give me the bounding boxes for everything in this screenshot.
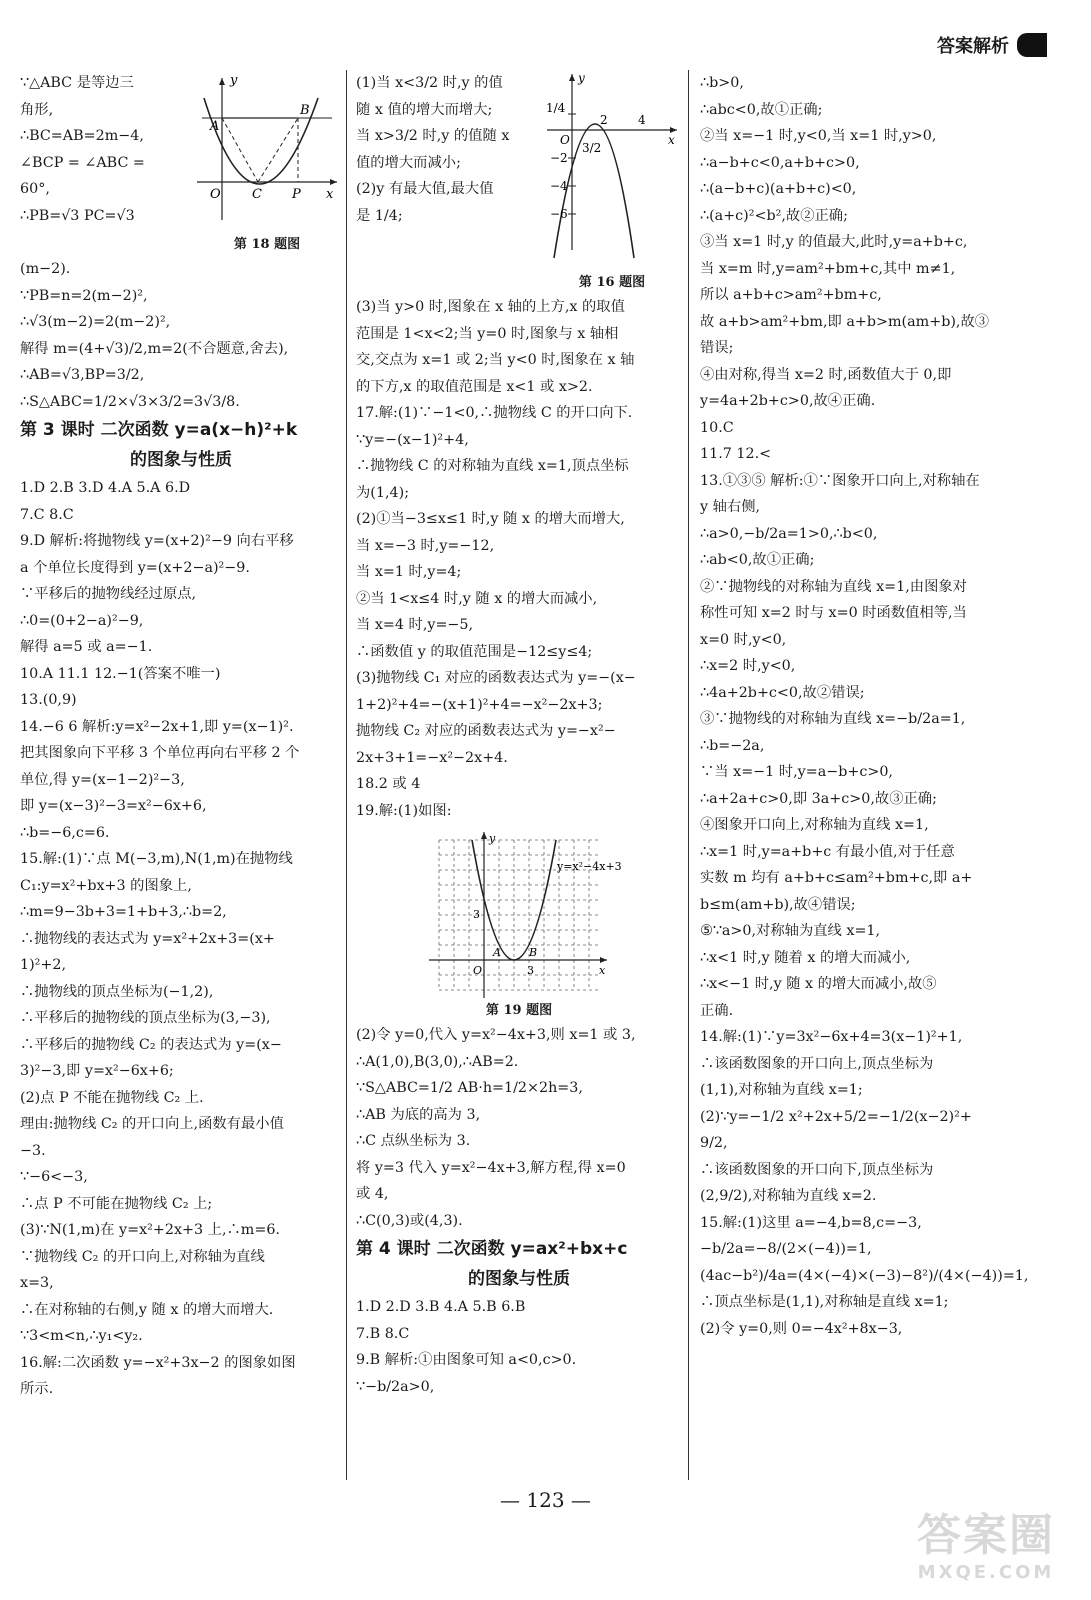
answer-line: ∴平移后的抛物线的顶点坐标为(3,−3), [20, 1010, 271, 1026]
answer-line: ∴函数值 y 的取值范围是−12≤y≤4; [356, 643, 593, 660]
column-divider-1 [346, 70, 347, 1480]
answer-line: ∴0=(0+2−a)²−9, [20, 612, 144, 629]
q18-text [20, 70, 192, 256]
answer-line: 当 x=4 时,y=−5, [356, 617, 474, 633]
answer-column-2 [356, 70, 682, 1480]
fig19-label-b: B [529, 946, 538, 959]
answer-line: 抛物线 C₂ 对应的函数表达式为 y=−x²− [356, 723, 616, 739]
answer-line: 18.2 或 4 [356, 776, 421, 792]
answer-line: ∴AB 为底的高为 3, [356, 1106, 481, 1123]
answer-line: ∴BC=AB=2m−4, [20, 128, 144, 144]
answer-line: ∴该函数图象的开口向下,顶点坐标为 [700, 1161, 934, 1178]
answer-line: (1,1),对称轴为直线 x=1; [700, 1082, 863, 1098]
answer-line: ∴a>0,−b/2a=1>0,∴b<0, [700, 525, 878, 542]
answer-line: ∴在对称轴的右侧,y 随 x 的增大而增大. [20, 1301, 274, 1318]
fig19-label-3y: 3 [473, 908, 480, 921]
answer-line: ③∵抛物线的对称轴为直线 x=−b/2a=1, [700, 711, 966, 727]
answer-line: 14.解:(1)∵y=3x²−6x+4=3(x−1)²+1, [700, 1029, 963, 1045]
fig19-curve-label: y=x²−4x+3 [557, 860, 622, 873]
answer-line: (3)∵N(1,m)在 y=x²+2x+3 上,∴m=6. [20, 1222, 280, 1238]
fig18-label-y: y [230, 73, 238, 88]
answer-line: (3)当 y>0 时,图象在 x 轴的上方,x 的取值 [356, 299, 625, 315]
answer-line: (2)y 有最大值,最大值 [356, 181, 494, 197]
answer-line: ∠BCP = ∠ABC = [20, 154, 145, 171]
answer-line: 7.C 8.C [20, 506, 74, 523]
answer-line: 的下方,x 的取值范围是 x<1 或 x>2. [356, 378, 593, 395]
answer-line: 1)²+2, [20, 957, 67, 973]
answer-line: 所以 a+b+c>am²+bm+c, [700, 287, 882, 303]
answer-line: 随 x 值的增大而增大; [356, 101, 493, 118]
answer-line: ∴b=−2a, [700, 737, 765, 754]
section-header-tab [937, 32, 1047, 58]
page-number: — 123 — [500, 1488, 591, 1512]
answer-line: ∴C(0,3)或(4,3). [356, 1212, 463, 1229]
fig19-label-3x: 3 [527, 964, 534, 977]
answer-line: 15.解:(1)这里 a=−4,b=8,c=−3, [700, 1214, 922, 1231]
answer-line: ∵S△ABC=1/2 AB·h=1/2×2h=3, [356, 1080, 583, 1096]
fig18-label-a: A [210, 119, 220, 134]
q16-block [356, 70, 682, 294]
fig16-label-4: 4 [638, 113, 646, 127]
lesson-4-title-line1: 第 4 课时 二次函数 y=ax²+bx+c [356, 1239, 628, 1259]
answer-line: ∴x=1 时,y=a+b+c 有最小值,对于任意 [700, 843, 955, 860]
answer-line: 1+2)²+4=−(x+1)²+4=−x²−2x+3; [356, 696, 603, 713]
answer-line: ∴A(1,0),B(3,0),∴AB=2. [356, 1053, 519, 1070]
q16-text [356, 70, 542, 294]
answer-line: x=0 时,y<0, [700, 631, 787, 648]
answer-line: ④由对称,得当 x=2 时,函数值大于 0,即 [700, 366, 952, 383]
answer-line: 19.解:(1)如图: [356, 802, 452, 819]
answer-line: 3)²−3,即 y=x²−6x+6; [20, 1063, 174, 1079]
answer-line: ②当 x=−1 时,y<0,当 x=1 时,y>0, [700, 128, 937, 144]
answer-line: ②∵抛物线的对称轴为直线 x=1,由图象对 [700, 578, 967, 595]
fig16-label-2: 2 [600, 113, 608, 127]
answer-line: y=4a+2b+c>0,故④正确. [700, 393, 876, 409]
answer-line: 当 x=m 时,y=am²+bm+c,其中 m≠1, [700, 260, 956, 277]
answer-line: 理由:抛物线 C₂ 的开口向上,函数有最小值 [20, 1116, 284, 1132]
answer-line: ⑤∵a>0,对称轴为直线 x=1, [700, 923, 881, 939]
answer-line: 单位,得 y=(x−1−2)²−3, [20, 771, 185, 788]
lesson-3-title-line1: 第 3 课时 二次函数 y=a(x−h)²+k [20, 420, 298, 440]
answer-line: (2)令 y=0,则 0=−4x²+8x−3, [700, 1320, 903, 1337]
answer-line: 角形, [20, 101, 54, 118]
answer-line: 1.D 2.B 3.D 4.A 5.A 6.D [20, 480, 191, 496]
answer-line: 为(1,4); [356, 484, 410, 501]
answer-line: 17.解:(1)∵−1<0,∴抛物线 C 的开口向下. [356, 405, 633, 421]
fig19-label-x: x [599, 964, 606, 977]
q18-block [20, 70, 342, 256]
lesson-4-answers-continued [700, 70, 1028, 1342]
answer-line: 16.解:二次函数 y=−x²+3x−2 的图象如图 [20, 1354, 296, 1371]
answer-line: (2)∵y=−1/2 x²+2x+5/2=−1/2(x−2)²+ [700, 1108, 972, 1125]
fig18-label-x: x [326, 187, 334, 202]
answer-line: (2)点 P 不能在抛物线 C₂ 上. [20, 1089, 204, 1106]
figure-18-graph [192, 70, 342, 230]
answer-line: −b/2a=−8/(2×(−4))=1, [700, 1241, 872, 1257]
answer-line: (4ac−b²)/4a=(4×(−4)×(−3)−8²)/(4×(−4))=1, [700, 1267, 1029, 1284]
fig16-label-neg6: −6 [550, 207, 568, 221]
answer-line: 13.①③⑤ 解析:①∵图象开口向上,对称轴在 [700, 472, 980, 489]
answer-line: ∴AB=√3,BP=3/2, [20, 367, 145, 383]
figure-18-caption: 第 18 题图 [233, 237, 301, 252]
answer-line: 9.B 解析:①由图象可知 a<0,c>0. [356, 1352, 577, 1368]
answer-line: ∵抛物线 C₂ 的开口向上,对称轴为直线 [20, 1248, 265, 1265]
answer-line: b≤m(am+b),故④错误; [700, 896, 856, 913]
answer-line: ∵平移后的抛物线经过原点, [20, 586, 197, 602]
fig18-label-b: B [300, 103, 310, 118]
answer-line: 13.(0,9) [20, 692, 77, 708]
answer-line: ∴顶点坐标是(1,1),对称轴是直线 x=1; [700, 1294, 949, 1310]
answer-line: ∵PB=n=2(m−2)², [20, 287, 148, 304]
watermark-logo [911, 1510, 1061, 1590]
fig19-label-y: y [489, 832, 496, 845]
watermark-text-small: MXQE.COM [917, 1562, 1055, 1583]
fig18-label-p: P [292, 187, 301, 202]
answer-line: ∴平移后的抛物线 C₂ 的表达式为 y=(x− [20, 1036, 282, 1053]
fig19-label-o: O [473, 964, 483, 977]
column-divider-2 [688, 70, 689, 1480]
answer-line: ∵−6<−3, [20, 1169, 88, 1185]
answer-line: ∴a+2a+c>0,即 3a+c>0,故③正确; [700, 790, 937, 807]
answer-line: ∴该函数图象的开口向上,顶点坐标为 [700, 1055, 934, 1072]
answer-line: ②当 1<x≤4 时,y 随 x 的增大而减小, [356, 590, 598, 607]
watermark-text-large: 答案圈 [917, 1510, 1055, 1561]
fig19-label-a: A [493, 946, 501, 959]
fig18-label-c: C [252, 187, 262, 202]
answer-line: ∴抛物线的顶点坐标为(−1,2), [20, 983, 214, 1000]
answer-line: ∴(a−b+c)(a+b+c)<0, [700, 181, 857, 197]
answer-line: 14.−6 6 解析:y=x²−2x+1,即 y=(x−1)². [20, 718, 294, 735]
answer-line: 1.D 2.D 3.B 4.A 5.B 6.B [356, 1299, 526, 1315]
fig18-label-o: O [210, 187, 221, 202]
answer-line: −3. [20, 1142, 46, 1159]
answer-line: 称性可知 x=2 时与 x=0 时函数值相等,当 [700, 605, 967, 621]
answer-line: 当 x=1 时,y=4; [356, 564, 462, 580]
answer-line: ∴x<−1 时,y 随 x 的增大而减小,故⑤ [700, 976, 937, 992]
answer-line: ∵△ABC 是等边三 [20, 75, 134, 91]
answer-line: 实数 m 均有 a+b+c≤am²+bm+c,即 a+ [700, 870, 973, 886]
fig16-label-quarter: 1/4 [546, 101, 566, 115]
answer-line: 错误; [700, 340, 734, 356]
answer-line: ④图象开口向上,对称轴为直线 x=1, [700, 817, 929, 833]
answer-line: (1)当 x<3/2 时,y 的值 [356, 75, 503, 91]
answer-line: 10.C [700, 419, 734, 436]
answer-line: ③当 x=1 时,y 的值最大,此时,y=a+b+c, [700, 234, 968, 250]
answer-line: 9.D 解析:将抛物线 y=(x+2)²−9 向右平移 [20, 533, 294, 549]
answer-line: ∴b=−6,c=6. [20, 824, 110, 841]
answer-line: 正确. [700, 1002, 734, 1019]
figure-16 [542, 70, 682, 294]
answer-line: y 轴右侧, [700, 499, 761, 515]
answer-line: ∴点 P 不可能在抛物线 C₂ 上; [20, 1195, 213, 1212]
answer-line: 9/2, [700, 1135, 728, 1151]
lesson-4-title-line2: 的图象与性质 [468, 1269, 570, 1289]
lesson-3-answers [20, 475, 342, 1403]
fig16-label-o: O [560, 133, 570, 147]
fig16-label-y: y [578, 71, 585, 85]
answer-line: 交,交点为 x=1 或 2;当 y<0 时,图象在 x 轴 [356, 352, 635, 368]
fig16-label-neg4: −4 [550, 179, 568, 193]
answer-line: 即 y=(x−3)²−3=x²−6x+6, [20, 798, 207, 814]
answer-line: (m−2). [20, 261, 71, 277]
answer-line: 值的增大而减小; [356, 154, 461, 171]
answer-line: (2,9/2),对称轴为直线 x=2. [700, 1188, 877, 1204]
answer-line: ∴x<1 时,y 随着 x 的增大而减小, [700, 949, 911, 966]
answer-line: 所示. [20, 1381, 54, 1397]
answer-line: C₁:y=x²+bx+3 的图象上, [20, 877, 192, 894]
answer-line: ∴抛物线 C 的对称轴为直线 x=1,顶点坐标 [356, 458, 629, 474]
answer-line: ∴b>0, [700, 75, 744, 91]
answer-line: 当 x=−3 时,y=−12, [356, 537, 495, 554]
figure-18 [192, 70, 342, 256]
answer-line: ∵y=−(x−1)²+4, [356, 431, 469, 448]
answer-line: ∴a−b+c<0,a+b+c>0, [700, 154, 860, 171]
answer-line: ∴抛物线的表达式为 y=x²+2x+3=(x+ [20, 930, 275, 947]
answer-line: 15.解:(1)∵点 M(−3,m),N(1,m)在抛物线 [20, 851, 293, 867]
answer-line: a 个单位长度得到 y=(x+2−a)²−9. [20, 559, 250, 576]
answer-line: ∴4a+2b+c<0,故②错误; [700, 684, 865, 701]
answer-line: 范围是 1<x<2;当 y=0 时,图象与 x 轴相 [356, 325, 619, 342]
answer-line: ∴(a+c)²<b²,故②正确; [700, 207, 848, 224]
answer-line: 故 a+b>am²+bm,即 a+b>m(am+b),故③ [700, 313, 990, 330]
figure-19-caption: 第 19 题图 [485, 1003, 553, 1018]
figure-16-graph [542, 70, 682, 268]
header-tab-marker [1017, 33, 1047, 57]
answer-line: 60°, [20, 181, 50, 197]
answer-line: 7.B 8.C [356, 1325, 410, 1342]
fig16-label-threehalf: 3/2 [582, 141, 602, 155]
answer-line: 10.A 11.1 12.−1(答案不唯一) [20, 665, 221, 682]
answer-line: 把其图象向下平移 3 个单位再向右平移 2 个 [20, 745, 300, 761]
answer-line: ∵−b/2a>0, [356, 1378, 435, 1395]
figure-19 [356, 830, 682, 1022]
figure-19-graph [429, 830, 622, 1000]
answer-line: ∴C 点纵坐标为 3. [356, 1133, 471, 1149]
answer-line: (2)①当−3≤x≤1 时,y 随 x 的增大而增大, [356, 511, 625, 527]
q16-q19-answers [356, 294, 682, 824]
answer-line: 将 y=3 代入 y=x²−4x+3,解方程,得 x=0 [356, 1159, 626, 1176]
answer-line: ∴PB=√3 PC=√3 [20, 207, 135, 224]
answer-line: ∴m=9−3b+3=1+b+3,∴b=2, [20, 904, 227, 920]
answer-line: x=3, [20, 1275, 54, 1291]
answer-line: 解得 m=(4+√3)/2,m=2(不合题意,舍去), [20, 340, 289, 357]
section-header-label: 答案解析 [937, 36, 1009, 57]
answer-line: (3)抛物线 C₁ 对应的函数表达式为 y=−(x− [356, 670, 636, 686]
q19-answers-continued [356, 1022, 682, 1234]
answer-line: 当 x>3/2 时,y 的值随 x [356, 128, 510, 144]
fig16-label-x: x [668, 133, 675, 147]
answer-line: 11.7 12.< [700, 446, 772, 462]
answer-line: ∴x=2 时,y<0, [700, 658, 796, 674]
lesson-3-title-line2: 的图象与性质 [130, 450, 232, 470]
answer-column-1 [20, 70, 342, 1480]
answer-line: 或 4, [356, 1186, 389, 1202]
answer-line: 是 1/4; [356, 207, 403, 224]
answer-line: 2x+3+1=−x²−2x+4. [356, 749, 508, 766]
fig16-label-neg2: −2 [550, 151, 568, 165]
lesson-4-answers [356, 1294, 682, 1400]
answer-line: (2)令 y=0,代入 y=x²−4x+3,则 x=1 或 3, [356, 1027, 636, 1043]
q18-continued [20, 256, 342, 415]
answer-line: ∵当 x=−1 时,y=a−b+c>0, [700, 764, 893, 780]
answer-line: 解得 a=5 或 a=−1. [20, 639, 153, 655]
answer-line: ∴ab<0,故①正确; [700, 552, 815, 568]
answer-line: ∵3<m<n,∴y₁<y₂. [20, 1328, 143, 1344]
answer-line: ∴S△ABC=1/2×√3×3/2=3√3/8. [20, 393, 240, 410]
answer-line: ∴√3(m−2)=2(m−2)², [20, 314, 171, 330]
figure-16-caption: 第 16 题图 [578, 275, 646, 290]
answer-line: ∴abc<0,故①正确; [700, 101, 823, 118]
answer-column-3 [700, 70, 1028, 1480]
